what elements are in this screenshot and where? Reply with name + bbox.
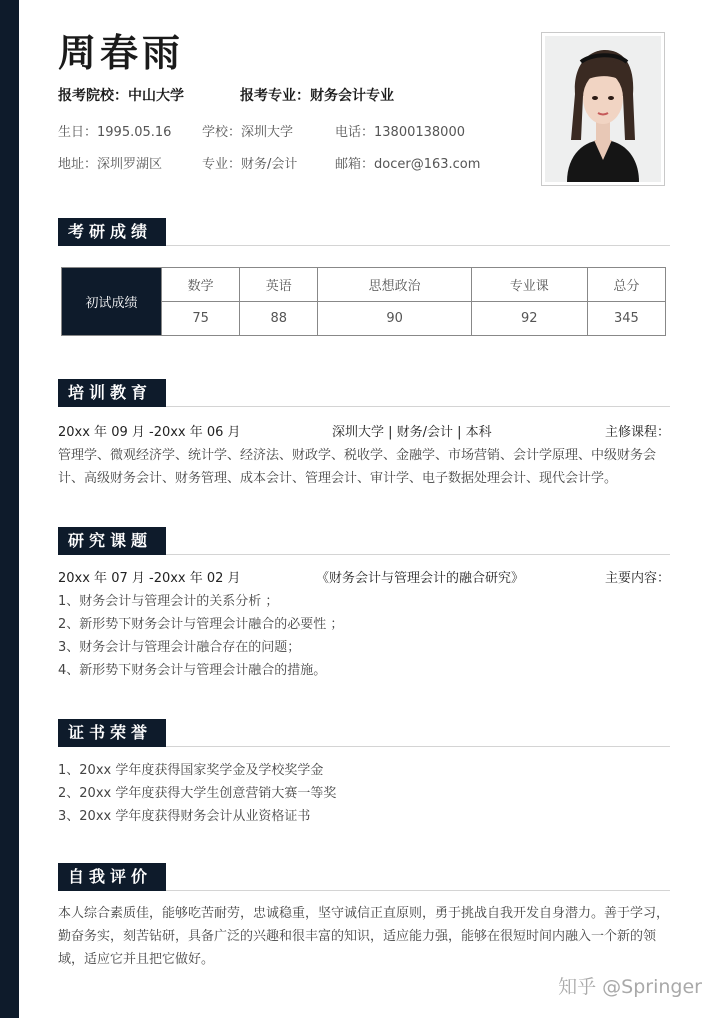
table-cell: 90 — [318, 302, 471, 336]
section-divider — [166, 406, 670, 407]
info-address: 地址：深圳罗湖区 — [58, 157, 163, 172]
section-research-title: 研究课题 — [58, 527, 166, 555]
table-header-cell: 总分 — [587, 268, 665, 302]
table-cell: 88 — [240, 302, 318, 336]
education-courses-line: 管理学、微观经济学、统计学、经济法、财政学、税收学、金融学、市场营销、会计学原理、中级财务会 — [58, 448, 657, 463]
list-item: 3、20xx 学年度获得财务会计从业资格证书 — [58, 809, 311, 824]
profile-photo — [541, 32, 665, 186]
left-accent-bar — [0, 0, 19, 1018]
section-scores-title: 考研成绩 — [58, 218, 166, 246]
scores-table — [61, 267, 666, 336]
section-divider — [166, 890, 670, 891]
list-item: 1、财务会计与管理会计的关系分析 ； — [58, 594, 279, 609]
info-school: 学校：深圳大学 — [202, 125, 294, 140]
list-item: 3、财务会计与管理会计融合存在的问题； — [58, 640, 301, 655]
table-header-cell: 专业课 — [471, 268, 587, 302]
section-research-header — [58, 527, 670, 555]
section-divider — [166, 746, 670, 747]
info-phone: 电话：13800138000 — [335, 125, 465, 140]
research-title: 《财务会计与管理会计的融合研究》 — [316, 571, 525, 586]
info-email: 邮箱：docer@163.com — [335, 157, 481, 172]
self-eval-line: 域，适应它并且把它做好。 — [58, 952, 215, 967]
list-item: 1、20xx 学年度获得国家奖学金及学校奖学金 — [58, 763, 324, 778]
section-education-title: 培训教育 — [58, 379, 166, 407]
scores-row-label: 初试成绩 — [62, 268, 162, 336]
table-header-cell: 思想政治 — [318, 268, 471, 302]
list-item: 2、新形势下财务会计与管理会计融合的必要性 ； — [58, 617, 344, 632]
table-header-cell: 数学 — [162, 268, 240, 302]
section-divider — [166, 245, 670, 246]
list-item: 2、20xx 学年度获得大学生创意营销大赛一等奖 — [58, 786, 337, 801]
education-period: 20xx 年 09 月 -20xx 年 06 月 — [58, 425, 241, 440]
candidate-name: 周春雨 — [58, 31, 185, 75]
section-self-title: 自我评价 — [58, 863, 166, 891]
info-major: 专业：财务/会计 — [202, 157, 298, 172]
research-content-label: 主要内容： — [604, 571, 670, 586]
table-cell: 92 — [471, 302, 587, 336]
research-period: 20xx 年 07 月 -20xx 年 02 月 — [58, 571, 241, 586]
list-item: 4、新形势下财务会计与管理会计融合的措施。 — [58, 663, 327, 678]
education-school: 深圳大学 | 财务/会计 | 本科 — [332, 425, 492, 440]
table-header-cell: 英语 — [240, 268, 318, 302]
section-education-header — [58, 379, 670, 407]
table-cell: 345 — [587, 302, 665, 336]
section-honors-header — [58, 719, 670, 747]
section-honors-title: 证书荣誉 — [58, 719, 166, 747]
table-cell: 75 — [162, 302, 240, 336]
section-scores-header — [58, 218, 670, 246]
education-courses-line: 计、高级财务会计、财务管理、成本会计、管理会计、审计学、电子数据处理会计、现代会计学。 — [58, 471, 618, 486]
self-eval-line: 本人综合素质佳，能够吃苦耐劳，忠诚稳重，坚守诚信正直原则，勇于挑战自我开发自身潜力。善于学习， — [58, 906, 670, 921]
apply-school: 报考院校：中山大学 — [58, 88, 184, 104]
section-divider — [166, 554, 670, 555]
apply-major: 报考专业：财务会计专业 — [240, 88, 394, 104]
self-eval-line: 勤奋务实，刻苦钻研，具备广泛的兴趣和很丰富的知识，适应能力强，能够在很短时间内融入一个新的领 — [58, 929, 657, 944]
education-courses-label: 主修课程： — [604, 425, 670, 440]
table-row — [62, 268, 666, 302]
portrait-illustration — [545, 36, 661, 182]
watermark: 知乎 @Springer — [558, 976, 702, 998]
info-birth: 生日：1995.05.16 — [58, 125, 172, 140]
section-self-header — [58, 863, 670, 891]
